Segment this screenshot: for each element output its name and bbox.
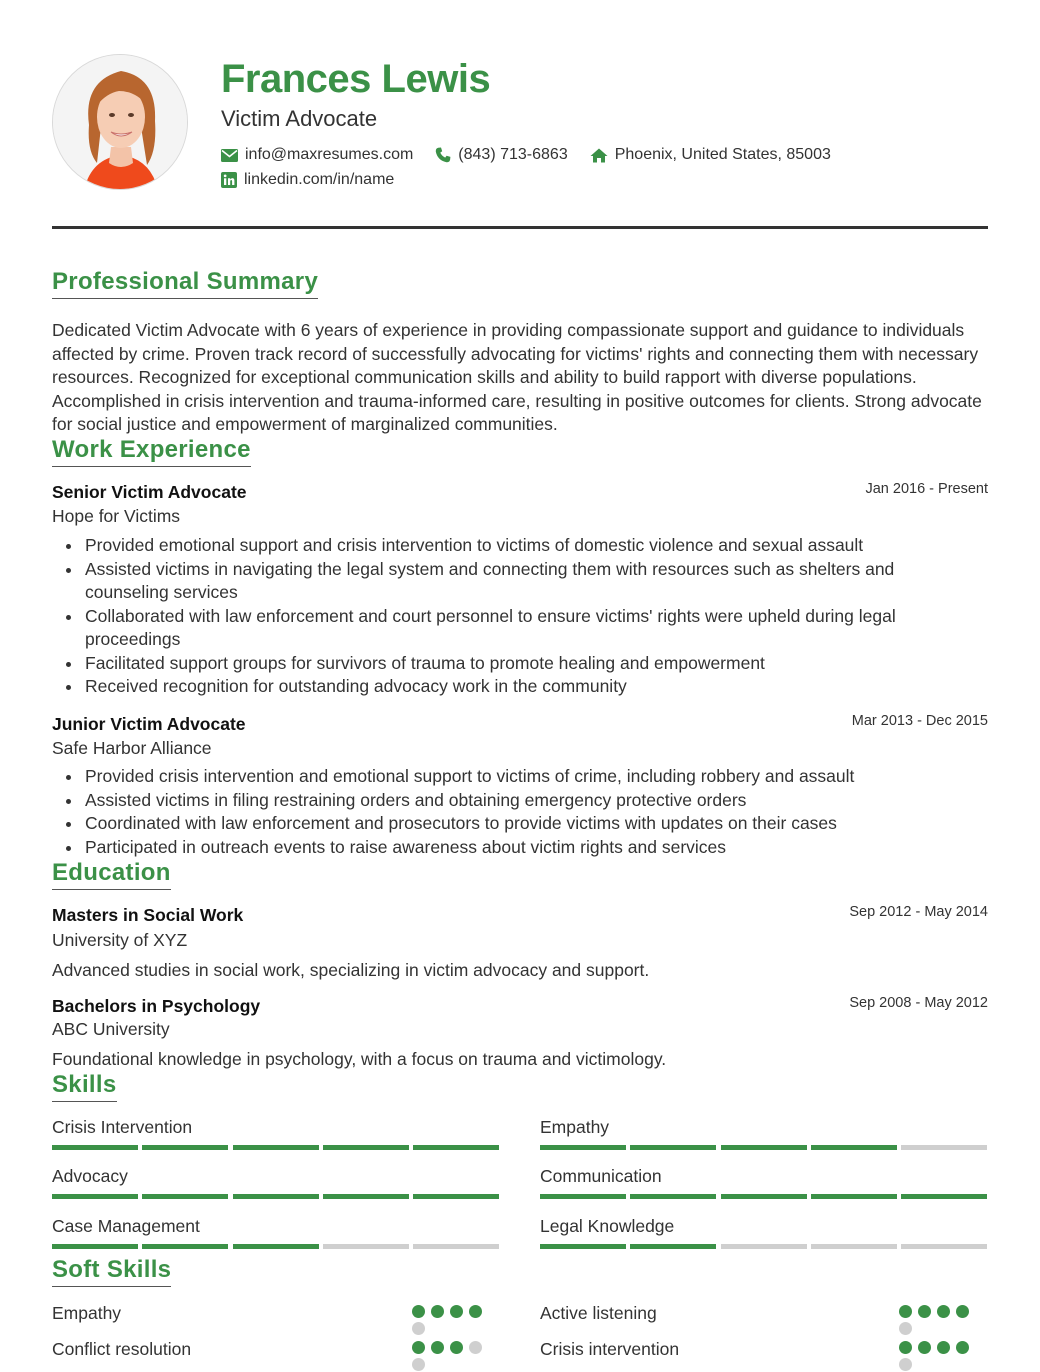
skill-level-segment: [721, 1244, 807, 1249]
skill-level-segment: [52, 1194, 138, 1199]
job-bullet: Provided emotional support and crisis intervention to victims of domestic violence and sexual assault: [85, 534, 965, 558]
job-bullet: Provided crisis intervention and emotional support to victims of crime, including robbery and assault: [85, 765, 965, 789]
skill-level-segment: [630, 1145, 716, 1150]
rating-dot: [431, 1341, 444, 1354]
job-company: Safe Harbor Alliance: [52, 738, 212, 758]
skill-level-segment: [540, 1145, 626, 1150]
skill-name: Empathy: [540, 1117, 610, 1137]
candidate-title: Victim Advocate: [221, 106, 378, 131]
rating-dot: [412, 1305, 425, 1318]
school-name: ABC University: [52, 1019, 170, 1039]
job-bullet: Assisted victims in filing restraining orders and obtaining emergency protective orders: [85, 789, 965, 813]
skill-level-segment: [323, 1244, 409, 1249]
soft-skill-name: Conflict resolution: [52, 1339, 192, 1359]
contact-row: [221, 146, 853, 164]
degree-title: Masters in Social Work: [52, 905, 244, 925]
rating-dot: [918, 1341, 931, 1354]
summary-heading: Professional Summary: [52, 268, 318, 299]
skill-level-segment: [413, 1194, 499, 1199]
skill-level-segment: [901, 1244, 987, 1249]
experience-heading: Work Experience: [52, 436, 251, 467]
skill-level-bar: [540, 1244, 987, 1249]
skill-level-segment: [721, 1145, 807, 1150]
contact-linkedin[interactable]: [221, 171, 394, 189]
skill-level-segment: [233, 1244, 319, 1249]
linkedin-icon: [221, 172, 237, 188]
job-title: Junior Victim Advocate: [52, 714, 246, 734]
skill-level-segment: [413, 1244, 499, 1249]
header-divider: [52, 226, 988, 229]
rating-dot: [899, 1341, 912, 1354]
contact-row-secondary: [221, 171, 416, 189]
skill-level-segment: [901, 1145, 987, 1150]
skill-name: Legal Knowledge: [540, 1216, 675, 1236]
soft-skill-name: Active listening: [540, 1303, 657, 1323]
rating-dot: [899, 1322, 912, 1335]
skill-level-segment: [142, 1194, 228, 1199]
rating-dot: [412, 1341, 425, 1354]
job-dates: Mar 2013 - Dec 2015: [851, 713, 988, 729]
contact-location: [590, 146, 831, 164]
job-bullet: Received recognition for outstanding advocacy work in the community: [85, 675, 965, 699]
job-bullets: [85, 765, 965, 859]
degree-dates: Sep 2008 - May 2012: [849, 995, 988, 1011]
skill-level-segment: [323, 1194, 409, 1199]
skill-name: Case Management: [52, 1216, 200, 1236]
skill-level-segment: [540, 1194, 626, 1199]
skill-level-bar: [52, 1194, 499, 1199]
school-name: University of XYZ: [52, 930, 188, 950]
linkedin-text: linkedin.com/in/name: [244, 171, 395, 188]
skill-name: Crisis Intervention: [52, 1117, 193, 1137]
job-dates: Jan 2016 - Present: [865, 481, 988, 497]
soft-skill-name: Crisis intervention: [540, 1339, 680, 1359]
job-bullets: [85, 534, 965, 699]
education-heading: Education: [52, 859, 171, 890]
skill-level-segment: [233, 1194, 319, 1199]
avatar-illustration: [53, 55, 188, 190]
envelope-icon: [221, 149, 238, 162]
rating-dot: [469, 1341, 482, 1354]
rating-dot: [412, 1358, 425, 1371]
job-title: Senior Victim Advocate: [52, 482, 247, 502]
degree-dates: Sep 2012 - May 2014: [849, 904, 988, 920]
phone-icon: [435, 147, 451, 163]
rating-dot: [450, 1341, 463, 1354]
home-icon: [590, 148, 608, 163]
phone-text: (843) 713-6863: [458, 146, 568, 163]
skill-level-bar: [540, 1194, 987, 1199]
degree-description: Advanced studies in social work, specializing in victim advocacy and support.: [52, 960, 650, 980]
candidate-name: Frances Lewis: [221, 57, 491, 101]
location-text: Phoenix, United States, 85003: [614, 146, 831, 163]
skill-level-segment: [811, 1194, 897, 1199]
job-bullet: Assisted victims in navigating the legal system and connecting them with resources such as shelters and counseling services: [85, 558, 965, 605]
soft-skill-name: Empathy: [52, 1303, 122, 1323]
skill-level-segment: [323, 1145, 409, 1150]
skill-level-segment: [811, 1244, 897, 1249]
rating-dot: [918, 1305, 931, 1318]
soft-skills-heading: Soft Skills: [52, 1256, 171, 1287]
skill-name: Communication: [540, 1166, 662, 1186]
degree-title: Bachelors in Psychology: [52, 996, 261, 1016]
rating-dot: [469, 1305, 482, 1318]
job-bullet: Participated in outreach events to raise awareness about victim rights and services: [85, 836, 965, 860]
skill-name: Advocacy: [52, 1166, 128, 1186]
job-bullet: Collaborated with law enforcement and court personnel to ensure victims' rights were upheld during legal proceedings: [85, 605, 965, 652]
skill-level-segment: [811, 1145, 897, 1150]
skill-level-segment: [142, 1244, 228, 1249]
resume-header: [52, 54, 988, 194]
rating-dot: [956, 1341, 969, 1354]
skill-level-segment: [52, 1145, 138, 1150]
profile-photo: [52, 54, 188, 190]
contact-phone[interactable]: [435, 146, 567, 164]
skill-level-segment: [52, 1244, 138, 1249]
skill-level-segment: [540, 1244, 626, 1249]
job-company: Hope for Victims: [52, 506, 181, 526]
rating-dot: [899, 1358, 912, 1371]
skill-level-segment: [721, 1194, 807, 1199]
contact-email[interactable]: [221, 146, 413, 164]
job-bullet: Coordinated with law enforcement and prosecutors to provide victims with updates on their cases: [85, 812, 965, 836]
rating-dot: [450, 1305, 463, 1318]
rating-dot: [956, 1305, 969, 1318]
rating-dot: [937, 1341, 950, 1354]
skill-level-segment: [413, 1145, 499, 1150]
rating-dot: [412, 1322, 425, 1335]
rating-dot: [937, 1305, 950, 1318]
skill-level-bar: [540, 1145, 987, 1150]
skill-level-bar: [52, 1244, 499, 1249]
soft-skill-rating: [412, 1305, 492, 1335]
degree-description: Foundational knowledge in psychology, with a focus on trauma and victimology.: [52, 1049, 667, 1069]
summary-text: Dedicated Victim Advocate with 6 years of experience in providing compassionate support and guidance to individuals affected by crime. Proven track record of successfully advocating for victims' rights and connecting them with necessary resources. Recognized for exceptional communication skills and ability to build rapport with diverse populations. Accomplished in crisis intervention and trauma-informed care, resulting in positive outcomes for clients. Strong advocate for social justice and empowerment of marginalized communities.: [52, 320, 982, 434]
soft-skill-rating: [899, 1341, 979, 1371]
job-bullet: Facilitated support groups for survivors of trauma to promote healing and empowerment: [85, 652, 965, 676]
skill-level-segment: [142, 1145, 228, 1150]
skill-level-segment: [233, 1145, 319, 1150]
skill-level-segment: [630, 1194, 716, 1199]
email-text: info@maxresumes.com: [245, 146, 414, 163]
rating-dot: [899, 1305, 912, 1318]
skill-level-bar: [52, 1145, 499, 1150]
skills-heading: Skills: [52, 1071, 117, 1102]
soft-skill-rating: [899, 1305, 979, 1335]
soft-skill-rating: [412, 1341, 492, 1371]
skill-level-segment: [630, 1244, 716, 1249]
skill-level-segment: [901, 1194, 987, 1199]
rating-dot: [431, 1305, 444, 1318]
